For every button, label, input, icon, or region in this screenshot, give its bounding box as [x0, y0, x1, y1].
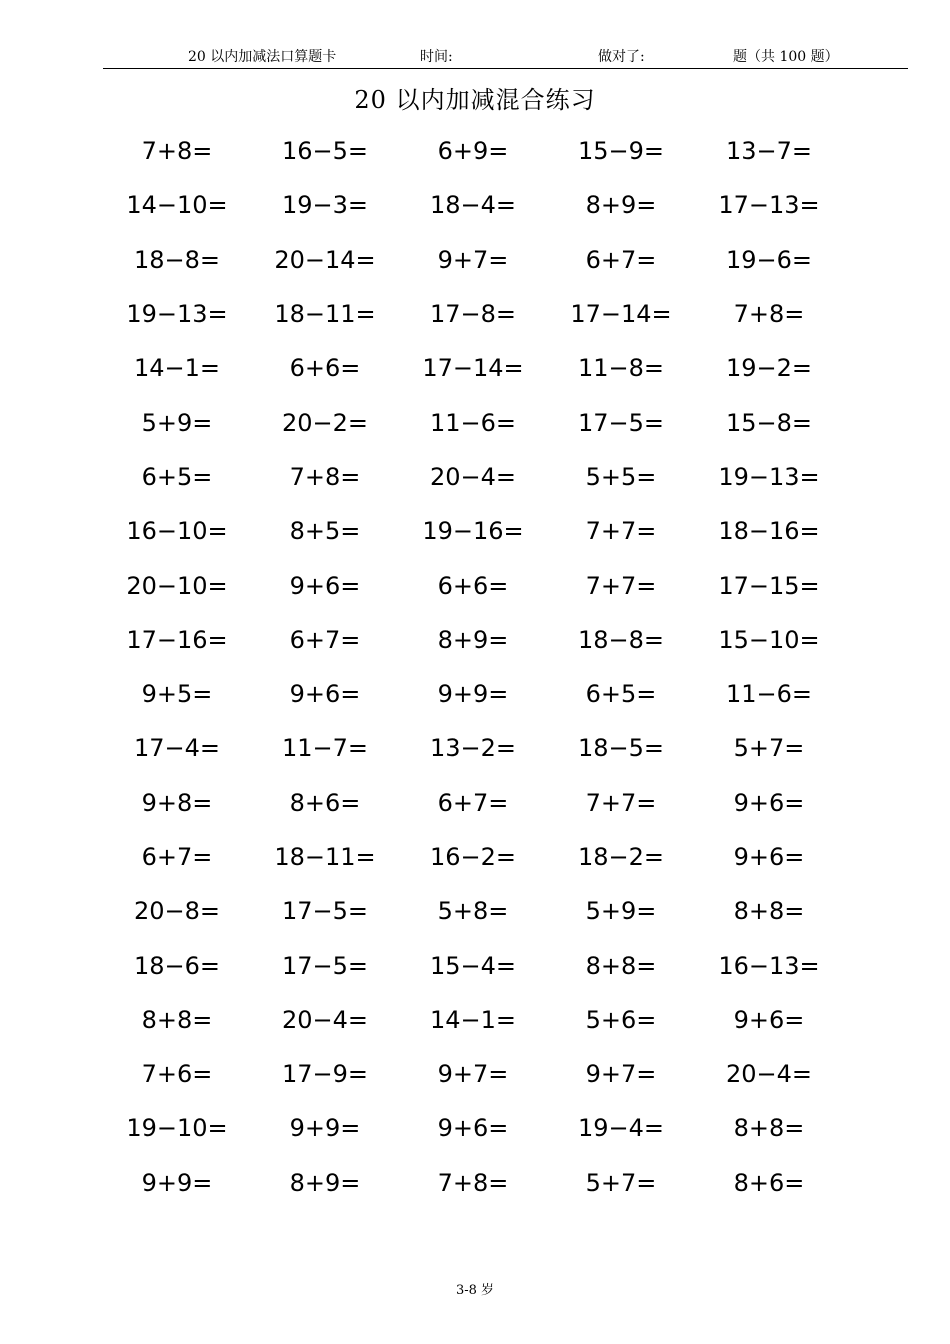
math-problem: 6+6= [437, 571, 509, 600]
math-problem: 9+5= [141, 680, 213, 709]
math-problem: 7+8= [289, 462, 361, 491]
math-problem: 9+9= [141, 1168, 213, 1197]
math-problem: 20−4= [281, 1005, 369, 1034]
math-problem: 5+7= [585, 1168, 657, 1197]
math-problem: 19−13= [718, 462, 820, 491]
math-problem: 15−8= [725, 408, 813, 437]
math-problem: 18−2= [577, 843, 665, 871]
math-problem: 9+8= [141, 788, 213, 817]
math-problem: 20−14= [274, 245, 376, 274]
math-problem: 14−1= [133, 354, 221, 383]
math-problem: 7+7= [585, 788, 657, 817]
math-problem: 17−13= [718, 191, 820, 220]
math-problem: 16−2= [429, 843, 517, 871]
math-problem: 17−14= [422, 354, 524, 383]
age-range-footer: 3-8 岁 [455, 1283, 495, 1298]
time-label: 时间: [420, 49, 453, 65]
math-problem: 18−8= [133, 245, 221, 274]
math-problem: 7+7= [585, 571, 657, 600]
math-problem: 5+9= [585, 897, 657, 926]
math-problem: 9+7= [437, 245, 509, 274]
math-problem: 20−2= [281, 408, 369, 437]
math-problem: 8+8= [585, 951, 657, 980]
math-problem: 8+8= [733, 897, 805, 926]
math-problem: 8+9= [289, 1168, 361, 1197]
math-problem: 20−4= [725, 1060, 813, 1089]
math-problem: 6+7= [437, 788, 509, 817]
math-problem: 8+6= [289, 788, 361, 817]
math-problem: 7+8= [437, 1168, 509, 1197]
math-problem: 9+7= [585, 1060, 657, 1089]
math-problem: 13−7= [725, 137, 813, 166]
correct-count-label: 做对了: [598, 49, 645, 65]
math-problem: 17−5= [281, 897, 369, 926]
math-problem: 18−11= [274, 300, 376, 329]
math-problem: 17−4= [133, 734, 221, 763]
math-problem: 18−16= [718, 517, 820, 546]
math-problem: 20−4= [429, 462, 517, 491]
math-problem: 15−9= [577, 137, 665, 166]
math-problem: 19−16= [422, 517, 524, 546]
page-title: 20 以内加减混合练习 [354, 86, 596, 114]
math-problem: 16−13= [718, 951, 820, 980]
math-problem: 17−15= [718, 571, 820, 600]
math-problem: 8+8= [141, 1005, 213, 1034]
math-problem: 6+5= [585, 680, 657, 709]
math-problem: 8+9= [437, 625, 509, 654]
math-problem: 17−5= [281, 951, 369, 980]
math-problem: 9+6= [289, 571, 361, 600]
math-problem: 13−2= [429, 734, 517, 763]
math-problem: 14−1= [429, 1005, 517, 1034]
math-problem: 17−5= [577, 408, 665, 437]
math-problem: 9+6= [733, 1005, 805, 1034]
math-problem: 5+7= [733, 734, 805, 763]
math-problem: 6+7= [585, 245, 657, 274]
math-problem: 8+6= [733, 1168, 805, 1197]
math-problem: 9+9= [437, 680, 509, 709]
math-problem: 9+6= [733, 788, 805, 817]
math-problem: 11−6= [429, 408, 517, 437]
math-problem: 7+8= [141, 137, 213, 166]
header-divider [103, 68, 908, 69]
total-count-label: 题（共 100 题） [733, 49, 839, 65]
math-problem: 14−10= [126, 191, 228, 220]
math-problem: 5+9= [141, 408, 213, 437]
math-problem: 16−10= [126, 517, 228, 546]
math-problem: 20−8= [133, 897, 221, 926]
math-problem: 9+6= [733, 843, 805, 871]
math-problem: 6+7= [141, 843, 213, 871]
math-problem: 19−13= [126, 300, 228, 329]
math-problem: 7+7= [585, 517, 657, 546]
math-problem: 8+9= [585, 191, 657, 220]
math-problem: 19−4= [577, 1114, 665, 1143]
math-problem: 16−5= [281, 137, 369, 166]
math-problem: 17−14= [570, 300, 672, 329]
math-problem: 19−6= [725, 245, 813, 274]
math-problem: 18−6= [133, 951, 221, 980]
math-problem: 8+8= [733, 1114, 805, 1143]
math-problem: 6+5= [141, 462, 213, 491]
math-problem: 5+8= [437, 897, 509, 926]
math-problem: 9+9= [289, 1114, 361, 1143]
math-problem: 9+6= [437, 1114, 509, 1143]
math-problem: 7+8= [733, 300, 805, 329]
math-problem: 18−8= [577, 625, 665, 654]
math-problem: 18−5= [577, 734, 665, 763]
page-header [0, 46, 950, 68]
math-problem: 11−7= [281, 734, 369, 763]
math-problem: 5+5= [585, 462, 657, 491]
math-problem: 8+5= [289, 517, 361, 546]
math-problem: 18−11= [274, 843, 376, 871]
math-problem: 19−2= [725, 354, 813, 383]
math-problem: 6+9= [437, 137, 509, 166]
math-problem: 6+6= [289, 354, 361, 383]
math-problem: 11−8= [577, 354, 665, 383]
math-problem: 17−8= [429, 300, 517, 329]
card-title: 20 以内加减法口算题卡 [188, 49, 337, 65]
math-problem: 17−9= [281, 1060, 369, 1089]
problem-grid [103, 124, 843, 1210]
math-problem: 19−3= [281, 191, 369, 220]
math-problem: 20−10= [126, 571, 228, 600]
math-problem: 15−10= [718, 625, 820, 654]
math-problem: 5+6= [585, 1005, 657, 1034]
math-problem: 15−4= [429, 951, 517, 980]
math-problem: 17−16= [126, 625, 228, 654]
math-problem: 19−10= [126, 1114, 228, 1143]
math-problem: 9+7= [437, 1060, 509, 1089]
math-problem: 6+7= [289, 625, 361, 654]
math-problem: 11−6= [725, 680, 813, 709]
math-problem: 9+6= [289, 680, 361, 709]
math-problem: 18−4= [429, 191, 517, 220]
math-problem: 7+6= [141, 1060, 213, 1089]
